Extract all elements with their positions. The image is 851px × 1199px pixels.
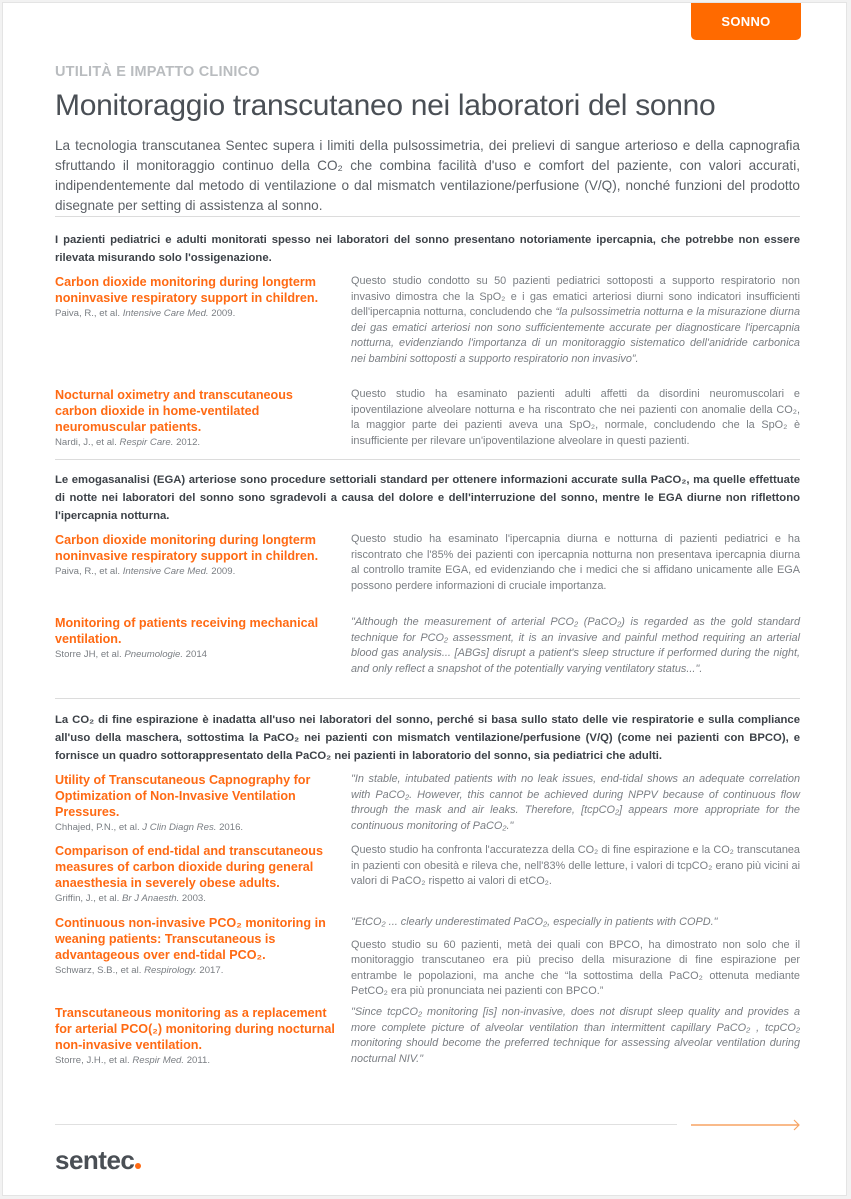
study-citation: Nardi, J., et al. Respir Care. 2012. xyxy=(55,437,201,448)
study-citation: Griffin, J., et al. Br J Anaesth. 2003. xyxy=(55,893,206,904)
study-description xyxy=(351,915,800,1007)
kicker: UTILITÀ E IMPATTO CLINICO xyxy=(55,64,260,80)
study-title: Comparison of end-tidal and transcutaneous measures of carbon dioxide during general anaesthesia in severely obese adults. xyxy=(55,844,323,890)
study-title: Transcutaneous monitoring as a replacement for arterial PCO(₂) monitoring during nocturnal non-invasive ventilation. xyxy=(55,1006,335,1052)
study-title: Carbon dioxide monitoring during longterm noninvasive respiratory support in children. xyxy=(55,275,319,305)
study-title: Nocturnal oximetry and transcutaneous carbon dioxide in home-ventilated neuromuscular patients. xyxy=(55,388,293,434)
logo-dot xyxy=(135,1163,141,1169)
study-quote: "In stable, intubated patients with no leak issues, end-tidal shows an adequate correlation with PaCO₂. However, this cannot be achieved during NPPV because of continuous flow through the mask and air leaks. Therefore, [tcpCO₂] appears more appropriate for the continuous monitoring of PaCO₂." xyxy=(351,773,800,832)
study-reference xyxy=(55,274,335,321)
study-title: Carbon dioxide monitoring during longterm noninvasive respiratory support in children. xyxy=(55,533,319,563)
study-description: Questo studio condotto su 50 pazienti pediatrici sottoposti a supporto respiratorio non invasivo dimostra che la SpO₂ e i gas ematici arteriosi diurni sono indicatori insufficienti dell'ipercapnia notturna, concludendo che “la pulsossimetria notturna e la misurazione diurna dei gas ematici arteriosi non sono sufficientemente accurate per diagnosticare l'ipercapnia notturna, evidenziando l'importanza di un monitoraggio sistematico dell'anidride carbonica nei bambini sottoposti a supporto respiratorio non invasivo”. xyxy=(351,275,801,365)
tab-label: SONNO xyxy=(721,14,771,29)
study-reference xyxy=(55,387,335,450)
divider xyxy=(55,698,800,699)
study-quote: "Although the measurement of arterial PCO₂ (PaCO₂) is regarded as the gold standard technique for PCO₂ assessment, it is an invasive and painful method requiring an arterial blood gas analysis... [ABGs] disrupt a patient's sleep structure if performed during the night, and only reflect a snapshot of the potentially varying ventilatory status...". xyxy=(351,616,800,675)
study-reference xyxy=(55,772,335,835)
study-title: Utility of Transcutaneous Capnography for Optimization of Non-Invasive Ventilation Pressures. xyxy=(55,773,311,819)
section-lead: I pazienti pediatrici e adulti monitorati spesso nei laboratori del sonno presentano notoriamente ipercapnia, che potrebbe non essere rilevata misurando solo l'ossigenazione. xyxy=(55,234,800,264)
study-text: Questo studio su 60 pazienti, metà dei quali con BPCO, ha dimostrato non solo che il monitoraggio transcutaneo era più preciso della misurazione di fine espirazione per entrambe le popolazioni, ma anche che “la sottostima della PaCO₂ ottenuta mediante PetCO₂ era più pronunciata nei pazienti con BPCO.” xyxy=(351,938,800,997)
sentec-logo: sentec xyxy=(55,1145,141,1176)
divider xyxy=(55,216,800,217)
document-page xyxy=(2,2,847,1196)
study-reference xyxy=(55,532,335,579)
section-lead: Le emogasanalisi (EGA) arteriose sono procedure settoriali standard per ottenere informazioni accurate sulla PaCO₂, ma quelle effettuate di notte nei laboratori del sonno sono sgradevoli a causa del dolore e dell'interruzione del sonno, mentre le EGA diurne non riflettono l'ipercapnia notturna. xyxy=(55,474,800,522)
section-lead: La CO₂ di fine espirazione è inadatta all'uso nei laboratori del sonno, perché si basa sullo stato delle vie respiratorie e sulla compliance all'uso della maschera, sottostima la PaCO₂ nei pazienti con mismatch ventilazione/perfusione (V/Q) (come nei pazienti con BPCO), e fornisce un quadro sottorappresentato della PaCO₂ nei pazienti in laboratorio del sonno, sia pediatrici che adulti. xyxy=(55,714,800,762)
study-citation: Storre, J.H., et al. Respir Med. 2011. xyxy=(55,1055,211,1066)
section-tab-sonno xyxy=(691,3,801,40)
study-citation: Chhajed, P.N., et al. J Clin Diagn Res. 2016. xyxy=(55,822,244,833)
divider xyxy=(55,459,800,460)
study-description: Questo studio ha esaminato pazienti adulti affetti da disordini neuromuscolari e ipoventilazione alveolare notturna e ha riscontrato che nei pazienti con anomalie della CO₂, la maggior parte dei pazienti aveva una SpO₂, normale, concludendo che la SpO₂ è insufficiente per rilevare un'ipoventilazione alveolare in questi pazienti. xyxy=(351,388,800,447)
study-description: Questo studio ha esaminato l'ipercapnia diurna e notturna di pazienti pediatrici e ha riscontrato che l'85% dei pazienti con ipercapnia notturna non presentava ipercapnia diurna al controllo tramite EGA, ed evidenziando che i medici che si affidano unicamente alle EGA possono perdere informazioni di cruciale importanza. xyxy=(351,533,800,592)
arrow-right-icon[interactable] xyxy=(691,1119,801,1131)
footer-divider xyxy=(55,1124,677,1125)
study-citation: Schwarz, S.B., et al. Respirology. 2017. xyxy=(55,965,224,976)
study-quote: "EtCO₂ ... clearly underestimated PaCO₂, especially in patients with COPD." xyxy=(351,916,718,928)
study-quote: "Since tcpCO₂ monitoring [is] non-invasive, does not disrupt sleep quality and provides a more complete picture of alveolar ventilation than intermittent capillary PaCO₂ , tcpCO₂ monitoring should become the preferred technique for assessing alveolar ventilation during nocturnal NIV." xyxy=(351,1006,800,1065)
study-reference xyxy=(55,1005,335,1068)
study-title: Continuous non-invasive PCO₂ monitoring in weaning patients: Transcutaneous is advantageous over end-tidal PCO₂. xyxy=(55,916,326,962)
study-citation: Paiva, R., et al. Intensive Care Med. 2009. xyxy=(55,566,236,577)
study-reference xyxy=(55,843,335,906)
intro-paragraph: La tecnologia transcutanea Sentec supera i limiti della pulsossimetria, dei prelievi di sangue arterioso e della capnografia sfruttando il monitoraggio continuo della CO₂ che combina facilità d'uso e comfort del paziente, con valori accurati, indipendentemente dal metodo di ventilazione o dal mismatch ventilazione/perfusione (V/Q), nonché funzioni del prodotto disegnate per setting di assistenza al sonno. xyxy=(55,138,800,213)
study-citation: Storre JH, et al. Pneumologie. 2014 xyxy=(55,649,208,660)
study-description: Questo studio ha confronta l'accuratezza della CO₂ di fine espirazione e la CO₂ transcutanea in pazienti con obesità e rileva che, nell'83% delle letture, i valori di tcpCO₂ erano più vicini ai valori di PaCO₂ rispetto ai valori di etCO₂. xyxy=(351,844,800,887)
page-title: Monitoraggio transcutaneo nei laboratori del sonno xyxy=(55,89,716,122)
study-title: Monitoring of patients receiving mechanical ventilation. xyxy=(55,616,319,646)
study-reference xyxy=(55,615,335,662)
study-reference xyxy=(55,915,335,978)
study-citation: Paiva, R., et al. Intensive Care Med. 2009. xyxy=(55,308,236,319)
